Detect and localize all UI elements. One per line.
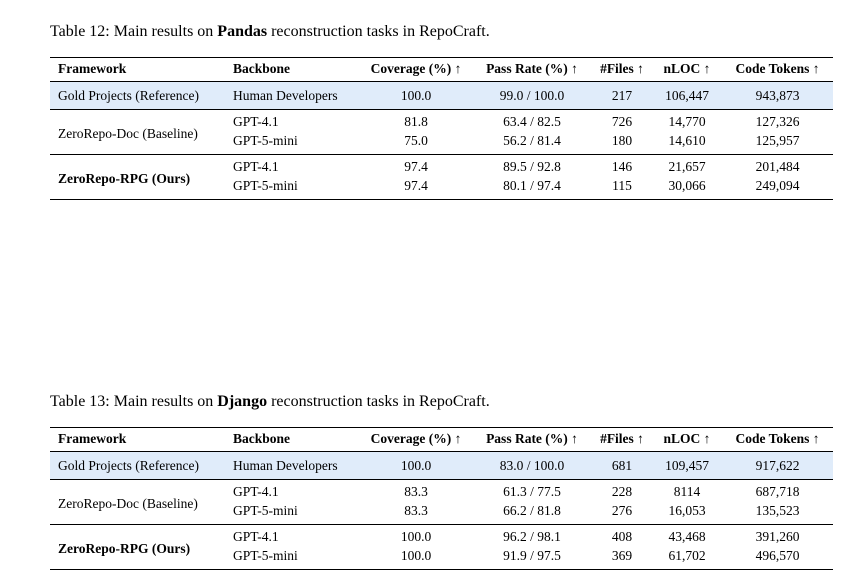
ours-section xyxy=(50,525,833,570)
column-header-files: #Files ↑ xyxy=(600,61,644,76)
cell-code-tokens: 249,094 xyxy=(755,178,800,193)
cell-code-tokens: 201,484 xyxy=(755,159,800,174)
column-header-backbone: Backbone xyxy=(233,61,291,76)
results-table-django xyxy=(50,427,833,570)
cell-code-tokens: 127,326 xyxy=(755,114,800,129)
cell-code-tokens: 125,957 xyxy=(755,133,800,148)
data-row xyxy=(50,525,833,547)
cell-backbone: GPT-4.1 xyxy=(233,529,279,544)
table-header xyxy=(50,428,833,452)
cell-files: 180 xyxy=(611,133,633,148)
cell-pass-rate: 61.3 / 77.5 xyxy=(503,484,561,499)
cell-files: 369 xyxy=(611,548,633,563)
cell-pass-rate: 56.2 / 81.4 xyxy=(503,133,561,148)
table13-section xyxy=(50,392,833,570)
column-header-files: #Files ↑ xyxy=(600,431,644,446)
cell-coverage: 100.0 xyxy=(400,529,432,544)
cell-pass-rate: 66.2 / 81.8 xyxy=(503,503,561,518)
data-row xyxy=(50,155,833,177)
caption-text: Table 12: Main results on xyxy=(50,23,218,40)
cell-coverage: 100.0 xyxy=(400,88,432,103)
cell-backbone: GPT-4.1 xyxy=(233,114,279,129)
cell-framework: Gold Projects (Reference) xyxy=(58,458,199,473)
cell-backbone: Human Developers xyxy=(233,458,338,473)
cell-framework: Gold Projects (Reference) xyxy=(58,88,199,103)
cell-backbone: GPT-5-mini xyxy=(233,133,298,148)
column-header-coverage: Coverage (%) ↑ xyxy=(370,61,462,76)
cell-nloc: 106,447 xyxy=(665,88,709,103)
column-header-coverage: Coverage (%) ↑ xyxy=(370,431,462,446)
column-header-backbone: Backbone xyxy=(233,431,291,446)
data-row xyxy=(50,480,833,502)
column-header-pass-rate: Pass Rate (%) ↑ xyxy=(486,431,578,446)
cell-framework: ZeroRepo-RPG (Ours) xyxy=(58,541,191,556)
baseline-section xyxy=(50,110,833,155)
cell-framework: ZeroRepo-RPG (Ours) xyxy=(58,171,191,186)
cell-backbone: GPT-5-mini xyxy=(233,503,298,518)
cell-code-tokens: 496,570 xyxy=(755,548,800,563)
cell-pass-rate: 63.4 / 82.5 xyxy=(503,114,561,129)
cell-pass-rate: 99.0 / 100.0 xyxy=(499,88,565,103)
reference-section xyxy=(50,452,833,480)
cell-files: 228 xyxy=(611,484,633,499)
column-header-framework: Framework xyxy=(58,61,127,76)
cell-code-tokens: 917,622 xyxy=(755,458,800,473)
reference-section xyxy=(50,82,833,110)
column-header-nloc: nLOC ↑ xyxy=(663,431,711,446)
cell-coverage: 83.3 xyxy=(404,503,428,518)
cell-nloc: 43,468 xyxy=(668,529,706,544)
reference-row xyxy=(50,82,833,110)
column-header-code-tokens: Code Tokens ↑ xyxy=(735,61,820,76)
cell-files: 681 xyxy=(611,458,633,473)
cell-framework: ZeroRepo-Doc (Baseline) xyxy=(58,126,198,141)
cell-coverage: 100.0 xyxy=(400,548,432,563)
cell-nloc: 14,610 xyxy=(668,133,706,148)
cell-nloc: 8114 xyxy=(673,484,701,499)
table-header xyxy=(50,58,833,82)
cell-coverage: 97.4 xyxy=(404,178,428,193)
cell-code-tokens: 391,260 xyxy=(755,529,800,544)
data-row xyxy=(50,110,833,132)
column-header-nloc: nLOC ↑ xyxy=(663,61,711,76)
caption-text: reconstruction tasks in RepoCraft. xyxy=(267,393,490,410)
cell-pass-rate: 91.9 / 97.5 xyxy=(503,548,561,563)
cell-coverage: 75.0 xyxy=(404,133,428,148)
cell-files: 726 xyxy=(611,114,633,129)
cell-pass-rate: 89.5 / 92.8 xyxy=(503,159,561,174)
cell-backbone: Human Developers xyxy=(233,88,338,103)
cell-coverage: 81.8 xyxy=(404,114,428,129)
cell-files: 115 xyxy=(612,178,632,193)
column-header-framework: Framework xyxy=(58,431,127,446)
cell-files: 217 xyxy=(611,88,633,103)
cell-pass-rate: 83.0 / 100.0 xyxy=(499,458,565,473)
cell-coverage: 83.3 xyxy=(404,484,428,499)
cell-nloc: 109,457 xyxy=(665,458,709,473)
cell-coverage: 97.4 xyxy=(404,159,428,174)
cell-backbone: GPT-4.1 xyxy=(233,159,279,174)
ours-section xyxy=(50,155,833,200)
cell-nloc: 30,066 xyxy=(668,178,706,193)
cell-code-tokens: 135,523 xyxy=(755,503,800,518)
header-row xyxy=(50,58,833,82)
cell-framework: ZeroRepo-Doc (Baseline) xyxy=(58,496,198,511)
column-header-pass-rate: Pass Rate (%) ↑ xyxy=(486,61,578,76)
cell-pass-rate: 96.2 / 98.1 xyxy=(503,529,561,544)
table12-section xyxy=(50,22,833,200)
cell-nloc: 14,770 xyxy=(668,114,706,129)
caption-subject: Pandas xyxy=(217,23,268,40)
cell-files: 408 xyxy=(611,529,633,544)
column-header-code-tokens: Code Tokens ↑ xyxy=(735,431,820,446)
cell-files: 146 xyxy=(611,159,633,174)
reference-row xyxy=(50,452,833,480)
caption-text: Table 13: Main results on xyxy=(50,393,218,410)
cell-code-tokens: 943,873 xyxy=(755,88,800,103)
table13-caption xyxy=(50,392,833,411)
cell-files: 276 xyxy=(611,503,633,518)
results-table-pandas xyxy=(50,57,833,200)
cell-nloc: 16,053 xyxy=(668,503,706,518)
caption-text: reconstruction tasks in RepoCraft. xyxy=(267,23,490,40)
cell-pass-rate: 80.1 / 97.4 xyxy=(503,178,561,193)
caption-subject: Django xyxy=(217,393,268,410)
table12-caption xyxy=(50,22,833,41)
baseline-section xyxy=(50,480,833,525)
cell-code-tokens: 687,718 xyxy=(755,484,800,499)
cell-coverage: 100.0 xyxy=(400,458,432,473)
cell-nloc: 21,657 xyxy=(668,159,706,174)
cell-nloc: 61,702 xyxy=(668,548,706,563)
header-row xyxy=(50,428,833,452)
cell-backbone: GPT-5-mini xyxy=(233,548,298,563)
cell-backbone: GPT-5-mini xyxy=(233,178,298,193)
cell-backbone: GPT-4.1 xyxy=(233,484,279,499)
